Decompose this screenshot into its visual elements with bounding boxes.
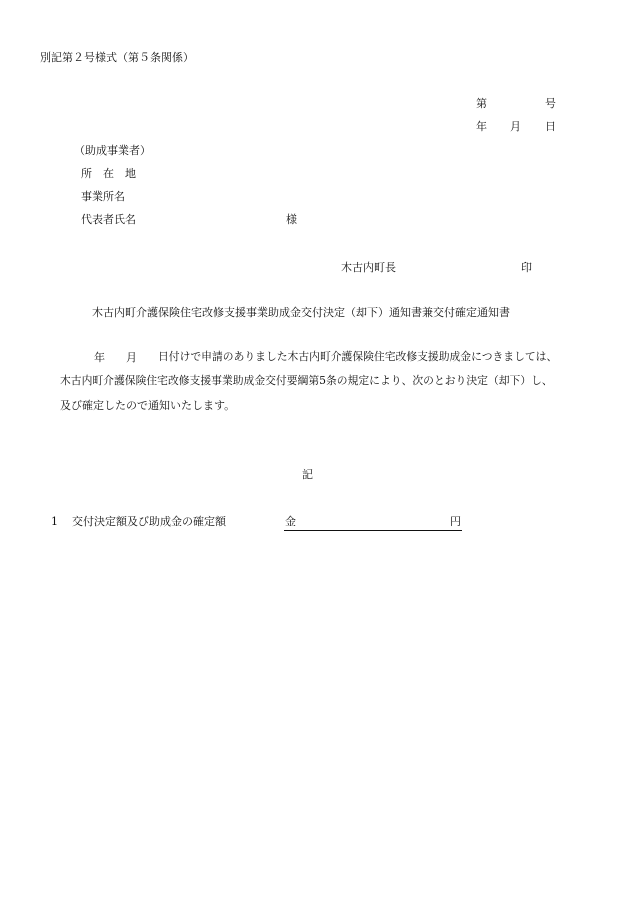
body-line2: 木古内町介護保険住宅改修支援事業助成金交付要綱第5条の規定により、次のとおり決定（却下）し、 <box>60 374 553 387</box>
body-month: 月 <box>126 351 137 364</box>
number-prefix: 第 <box>476 97 487 110</box>
honorific: 様 <box>286 213 297 226</box>
amount-prefix: 金 <box>285 515 296 528</box>
amount-suffix: 円 <box>450 515 461 528</box>
seal-mark: 印 <box>521 261 532 274</box>
item-label: 交付決定額及び助成金の確定額 <box>72 515 226 528</box>
date-year: 年 <box>476 120 487 133</box>
recipient-heading: （助成事業者） <box>74 144 151 157</box>
item-number: 1 <box>51 515 58 528</box>
number-suffix: 号 <box>545 97 556 110</box>
address-label: 所 在 地 <box>81 167 136 180</box>
date-day: 日 <box>545 120 556 133</box>
amount-underline <box>284 530 462 531</box>
body-line3: 及び確定したので通知いたします。 <box>60 399 236 412</box>
document-title: 木古内町介護保険住宅改修支援事業助成金交付決定（却下）通知書兼交付確定通知書 <box>92 306 510 319</box>
date-month: 月 <box>510 120 521 133</box>
form-label: 別記第２号様式（第５条関係） <box>40 51 194 64</box>
representative-label: 代表者氏名 <box>81 213 136 226</box>
office-label: 事業所名 <box>81 190 125 203</box>
issuer-title: 木古内町長 <box>341 261 396 274</box>
ki-heading: 記 <box>302 468 313 481</box>
body-year: 年 <box>94 351 105 364</box>
body-line1: 日付けで申請のありました木古内町介護保険住宅改修支援助成金につきましては、 <box>158 350 558 363</box>
